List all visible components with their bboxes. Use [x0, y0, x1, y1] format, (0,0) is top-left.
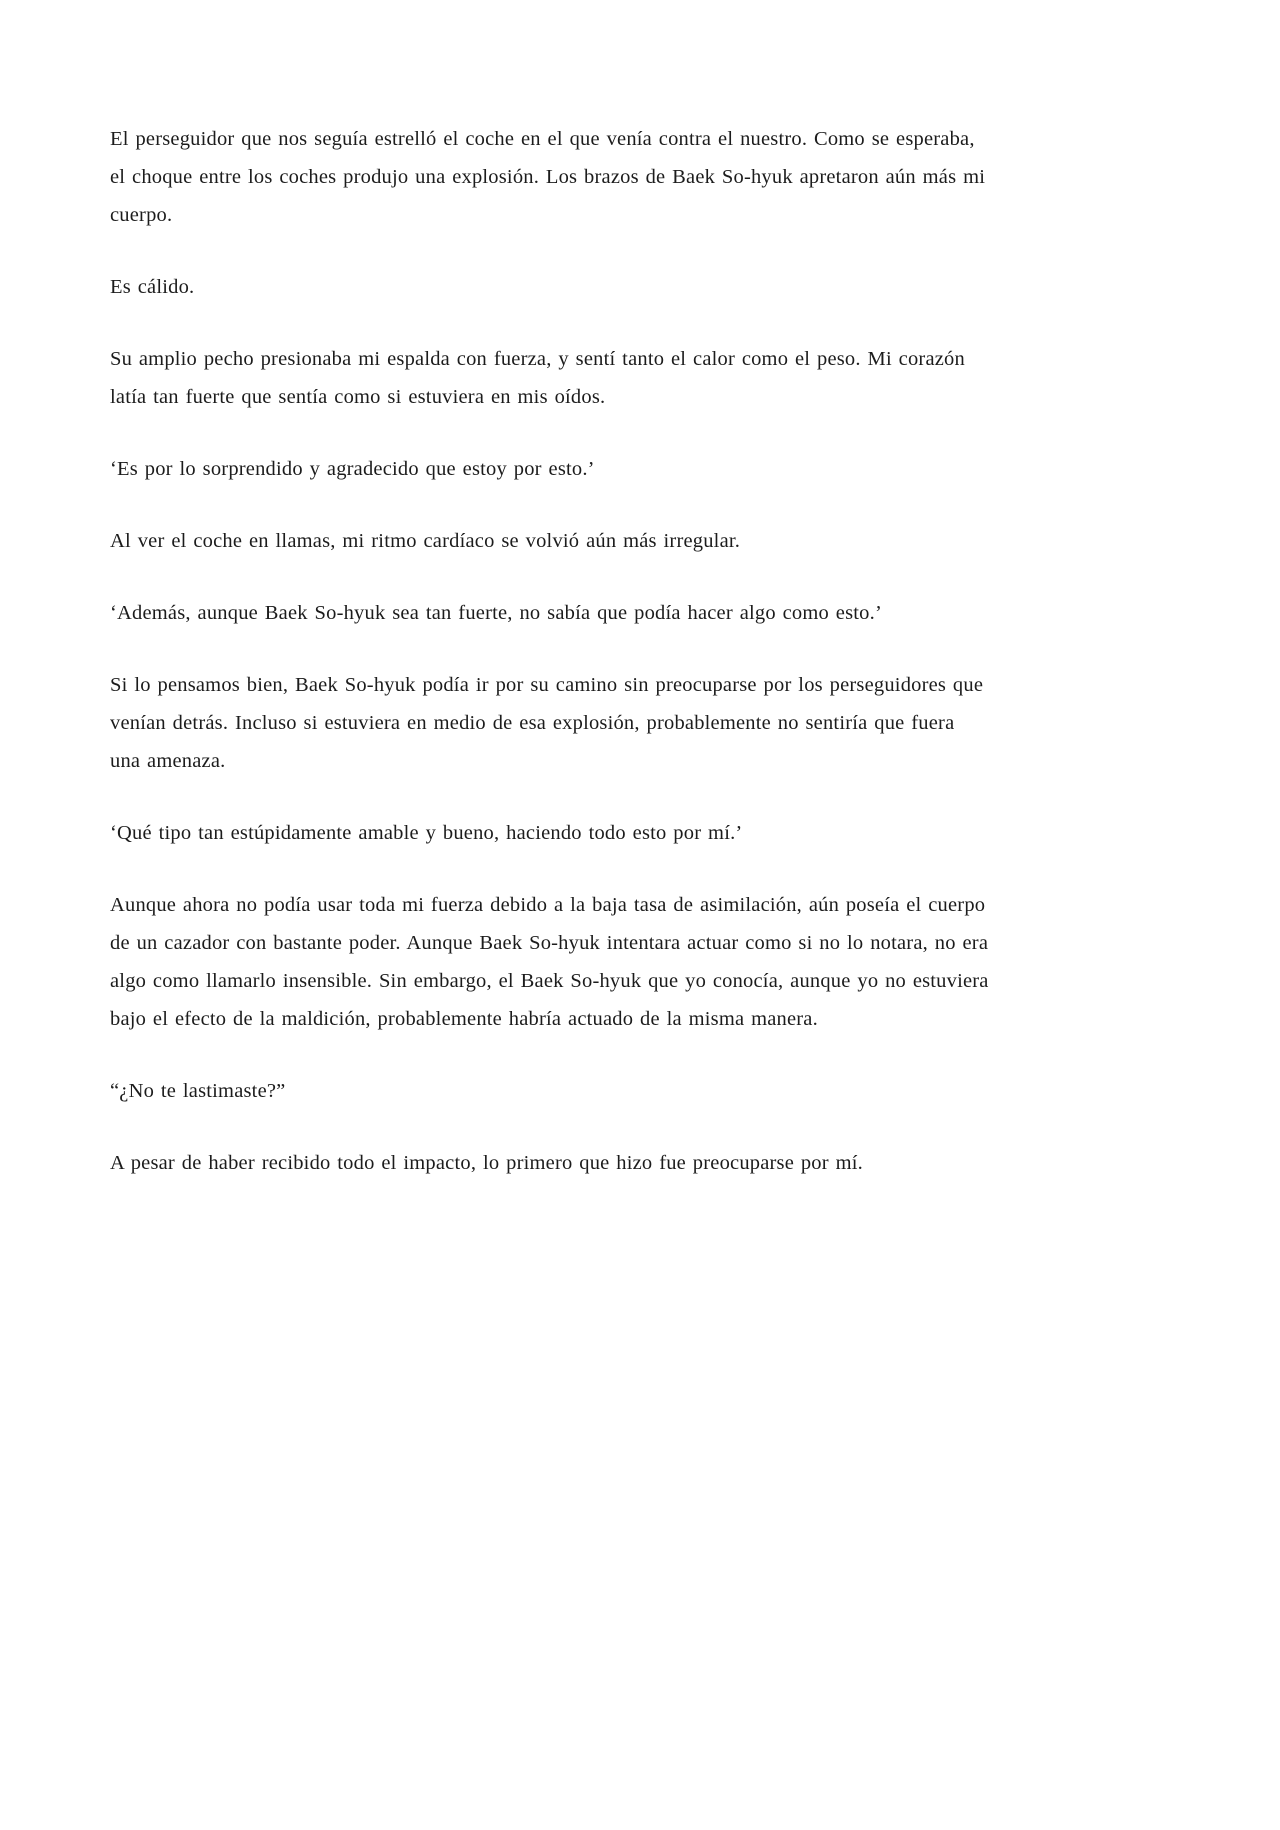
paragraph: Aunque ahora no podía usar toda mi fuerza debido a la baja tasa de asimilación, aún poseía el cuerpo de un cazador con bastante poder. Aunque Baek So-hyuk intentara actuar como si no lo notara, no era algo como llamarlo insensible. Sin embargo, el Baek So-hyuk que yo conocía, aunque yo no estuviera bajo el efecto de la maldición, probablemente habría actuado de la misma manera. — [110, 894, 989, 1030]
paragraph: Si lo pensamos bien, Baek So-hyuk podía ir por su camino sin preocuparse por los perseguidores que venían detrás. Incluso si estuviera en medio de esa explosión, probablemente no sentiría que fuera una amenaza. — [110, 674, 984, 772]
paragraph: “¿No te lastimaste?” — [110, 1080, 286, 1102]
chapter-text — [110, 120, 990, 1182]
paragraph: ‘Qué tipo tan estúpidamente amable y bueno, haciendo todo esto por mí.’ — [110, 822, 743, 844]
paragraph: Al ver el coche en llamas, mi ritmo cardíaco se volvió aún más irregular. — [110, 530, 741, 552]
paragraph: A pesar de haber recibido todo el impacto, lo primero que hizo fue preocuparse por mí. — [110, 1152, 863, 1174]
paragraph: ‘Además, aunque Baek So-hyuk sea tan fuerte, no sabía que podía hacer algo como esto.’ — [110, 602, 882, 624]
paragraph: ‘Es por lo sorprendido y agradecido que estoy por esto.’ — [110, 458, 595, 480]
paragraph: El perseguidor que nos seguía estrelló el coche en el que venía contra el nuestro. Como se esperaba, el choque entre los coches produjo una explosión. Los brazos de Baek So-hyuk apretaron aún más mi cuerpo. — [110, 128, 986, 226]
paragraph: Su amplio pecho presionaba mi espalda con fuerza, y sentí tanto el calor como el peso. Mi corazón latía tan fuerte que sentía como si estuviera en mis oídos. — [110, 348, 965, 408]
paragraph: Es cálido. — [110, 276, 195, 298]
